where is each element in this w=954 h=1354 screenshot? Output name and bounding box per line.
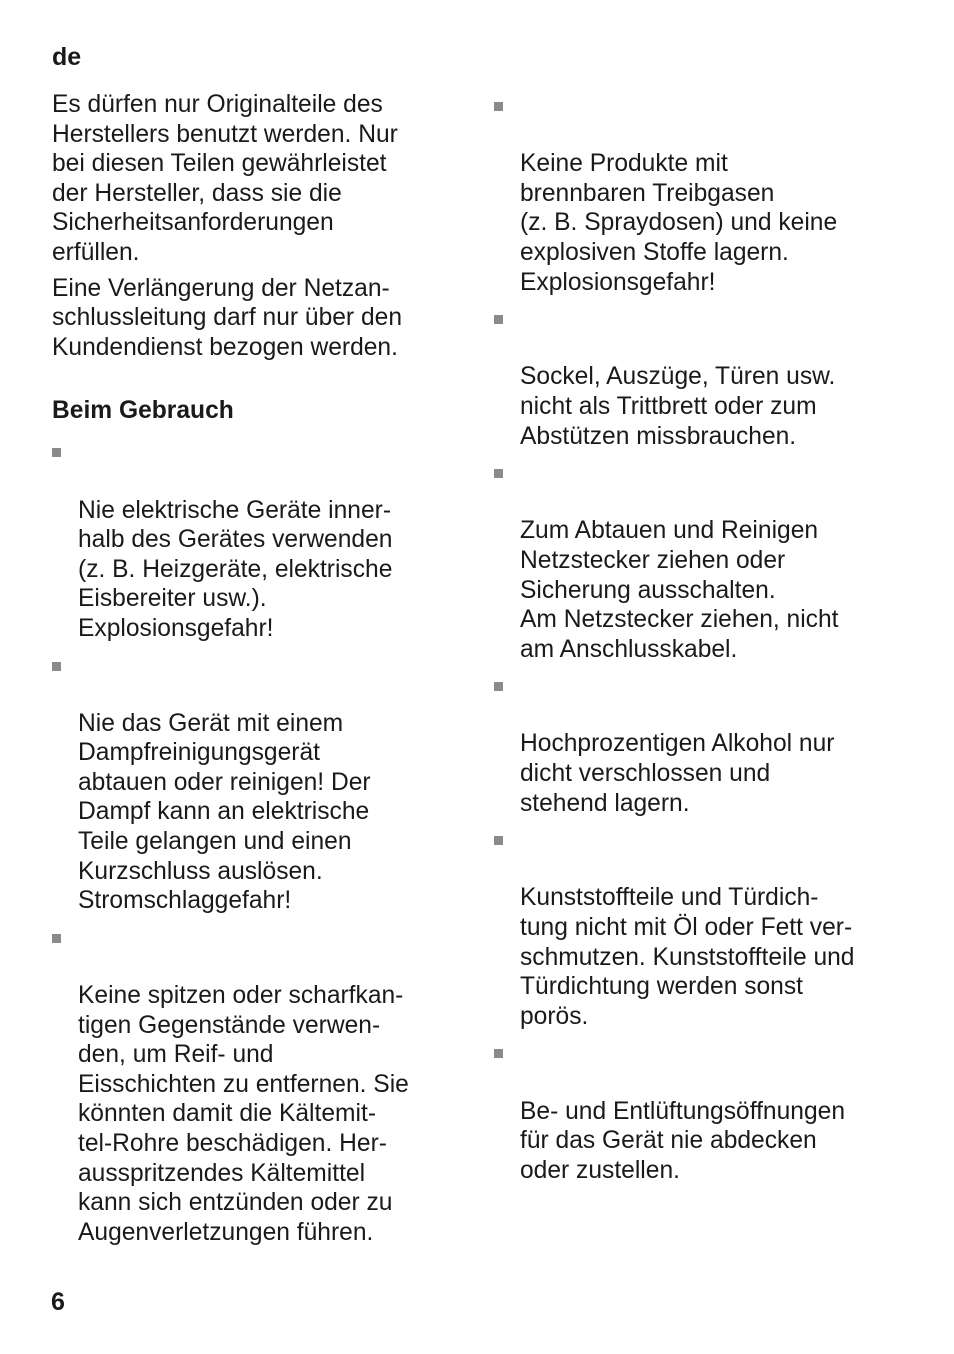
list-item-text: Keine spitzen oder scharfkan- tigen Gegenstände verwen- den, um Reif- und Eisschichten zu entfernen. Sie könnten damit die Kältemit- tel-Rohre beschädigen. Her- ausspritzendes Kältemittel kann sich entzünden oder zu Augenverletzungen führen. xyxy=(78,982,409,1246)
square-bullet-icon xyxy=(494,102,503,111)
list-item-text: Sockel, Auszüge, Türen usw. nicht als Trittbrett oder zum Abstützen missbrauchen. xyxy=(520,363,836,450)
left-column xyxy=(52,90,462,1253)
list-item-text: Zum Abtauen und Reinigen Netzstecker ziehen oder Sicherung ausschalten. Am Netzstecker ziehen, nicht am Anschlusskabel. xyxy=(520,517,839,663)
list-item xyxy=(494,1037,914,1185)
page-number: 6 xyxy=(51,1288,65,1316)
list-item xyxy=(52,650,462,916)
paragraph-original-parts: Es dürfen nur Originalteile des Herstellers benutzt werden. Nur bei diesen Teilen gewährleistet der Hersteller, dass sie die Sicherheitsanforderungen erfüllen. xyxy=(52,91,398,266)
list-item-text: Hochprozentigen Alkohol nur dicht verschlossen und stehend lagern. xyxy=(520,730,835,817)
square-bullet-icon xyxy=(52,934,61,943)
list-item xyxy=(494,670,914,818)
list-item-text: Nie das Gerät mit einem Dampfreinigungsgerät abtauen oder reinigen! Der Dampf kann an elektrische Teile gelangen und einen Kurzschluss auslösen. Stromschlaggefahr! xyxy=(78,709,371,915)
bullet-list-left xyxy=(52,436,462,1247)
list-item-text: Be- und Entlüftungsöffnungen für das Gerät nie abdecken oder zustellen. xyxy=(520,1097,845,1184)
list-item-text: Keine Produkte mit brennbaren Treibgasen (z. B. Spraydosen) und keine explosiven Stoffe lagern. Explosionsgefahr! xyxy=(520,150,838,296)
square-bullet-icon xyxy=(494,682,503,691)
right-column xyxy=(494,90,914,1191)
list-item xyxy=(52,436,462,643)
list-item-text: Kunststoffteile und Türdich- tung nicht mit Öl oder Fett ver- schmutzen. Kunststoffteile und Türdichtung werden sonst porös. xyxy=(520,884,855,1030)
bullet-list-right xyxy=(494,90,914,1185)
square-bullet-icon xyxy=(494,315,503,324)
list-item xyxy=(494,303,914,451)
paragraph-extension-cable: Eine Verlängerung der Netzan- schlussleitung darf nur über den Kundendienst bezogen werden. xyxy=(52,274,402,361)
list-item xyxy=(494,90,914,297)
square-bullet-icon xyxy=(494,836,503,845)
square-bullet-icon xyxy=(52,662,61,671)
square-bullet-icon xyxy=(494,1049,503,1058)
section-heading: Beim Gebrauch xyxy=(52,397,234,425)
square-bullet-icon xyxy=(494,469,503,478)
list-item xyxy=(494,824,914,1031)
list-item xyxy=(494,457,914,664)
language-label: de xyxy=(52,43,82,71)
list-item xyxy=(52,922,462,1248)
square-bullet-icon xyxy=(52,448,61,457)
list-item-text: Nie elektrische Geräte inner- halb des Gerätes verwenden (z. B. Heizgeräte, elektrische Eisbereiter usw.). Explosionsgefahr! xyxy=(78,496,393,642)
